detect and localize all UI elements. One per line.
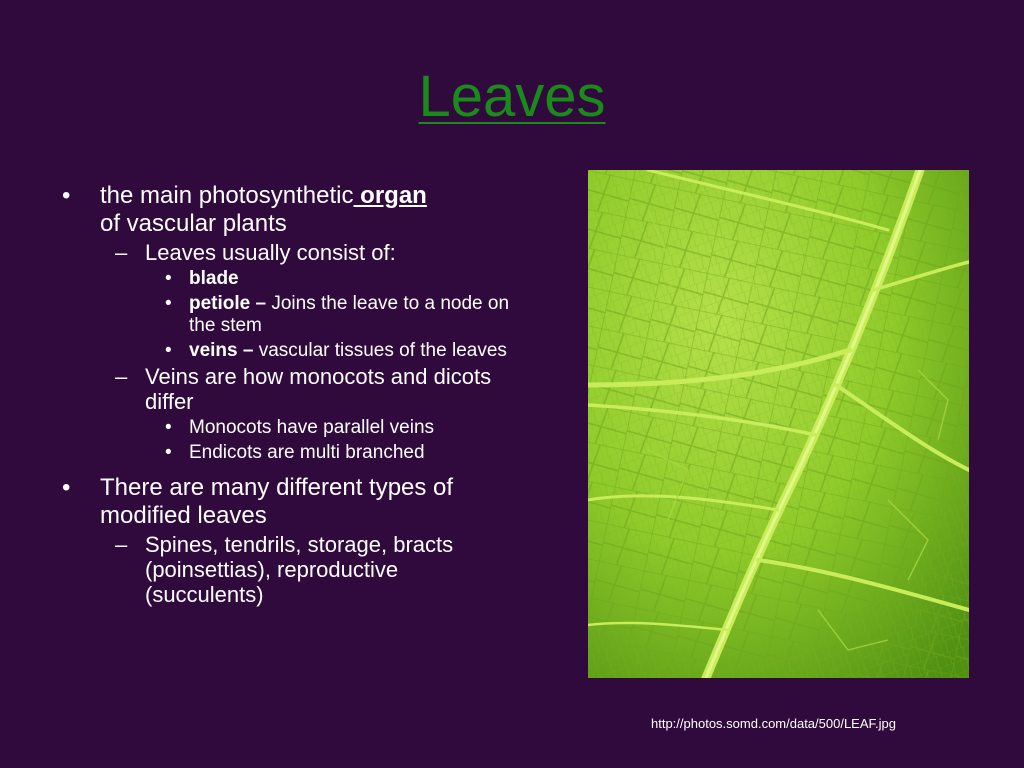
term-blade: blade [189, 268, 239, 289]
bullet-marker: • [62, 474, 71, 501]
bullet-marker: • [165, 340, 172, 361]
bullet-list [58, 182, 518, 610]
veins-definition: vascular tissues of the leaves [253, 340, 507, 361]
sub-sub-bullet-item [58, 442, 518, 464]
bullet-marker: • [165, 293, 172, 314]
sub-bullet-text: Veins are how monocots and dicots differ [145, 364, 492, 414]
sub-bullet-item [58, 364, 518, 414]
petiole-definition: Joins the leave to a node on the stem [189, 293, 510, 336]
bullet-marker: • [165, 417, 172, 438]
sub-sub-bullet-item [58, 293, 518, 337]
bullet-emphasis: organ [353, 182, 427, 209]
sub-bullet-item [58, 240, 518, 265]
image-credit: http://photos.somd.com/data/500/LEAF.jpg [651, 716, 896, 731]
bullet-item [58, 182, 518, 238]
dash-marker: – [115, 532, 128, 557]
bullet-text: There are many different types of modified leaves [100, 474, 454, 529]
sub-sub-bullet-text: Endicots are multi branched [189, 442, 425, 463]
bullet-marker: • [165, 442, 172, 463]
sub-bullet-text: Spines, tendrils, storage, bracts (poinsettias), reproductive (succulents) [145, 532, 454, 607]
bullet-text-continued: of vascular plants [100, 210, 287, 237]
dash-marker: – [115, 240, 128, 265]
bullet-marker: • [165, 268, 172, 289]
term-petiole: petiole – [189, 293, 267, 314]
bullet-marker: • [62, 182, 71, 209]
sub-sub-bullet-text: Monocots have parallel veins [189, 417, 435, 438]
sub-sub-bullet-item [58, 268, 518, 290]
sub-bullet-text: Leaves usually consist of: [145, 240, 396, 265]
leaf-image [588, 170, 969, 678]
slide-title: Leaves [418, 64, 606, 129]
bullet-item [58, 474, 518, 530]
bullet-text: the main photosynthetic [100, 182, 354, 209]
sub-sub-bullet-item [58, 417, 518, 439]
sub-bullet-item [58, 532, 518, 607]
term-veins: veins – [189, 340, 254, 361]
leaf-photo [588, 170, 969, 678]
dash-marker: – [115, 364, 128, 389]
sub-sub-bullet-item [58, 340, 518, 362]
